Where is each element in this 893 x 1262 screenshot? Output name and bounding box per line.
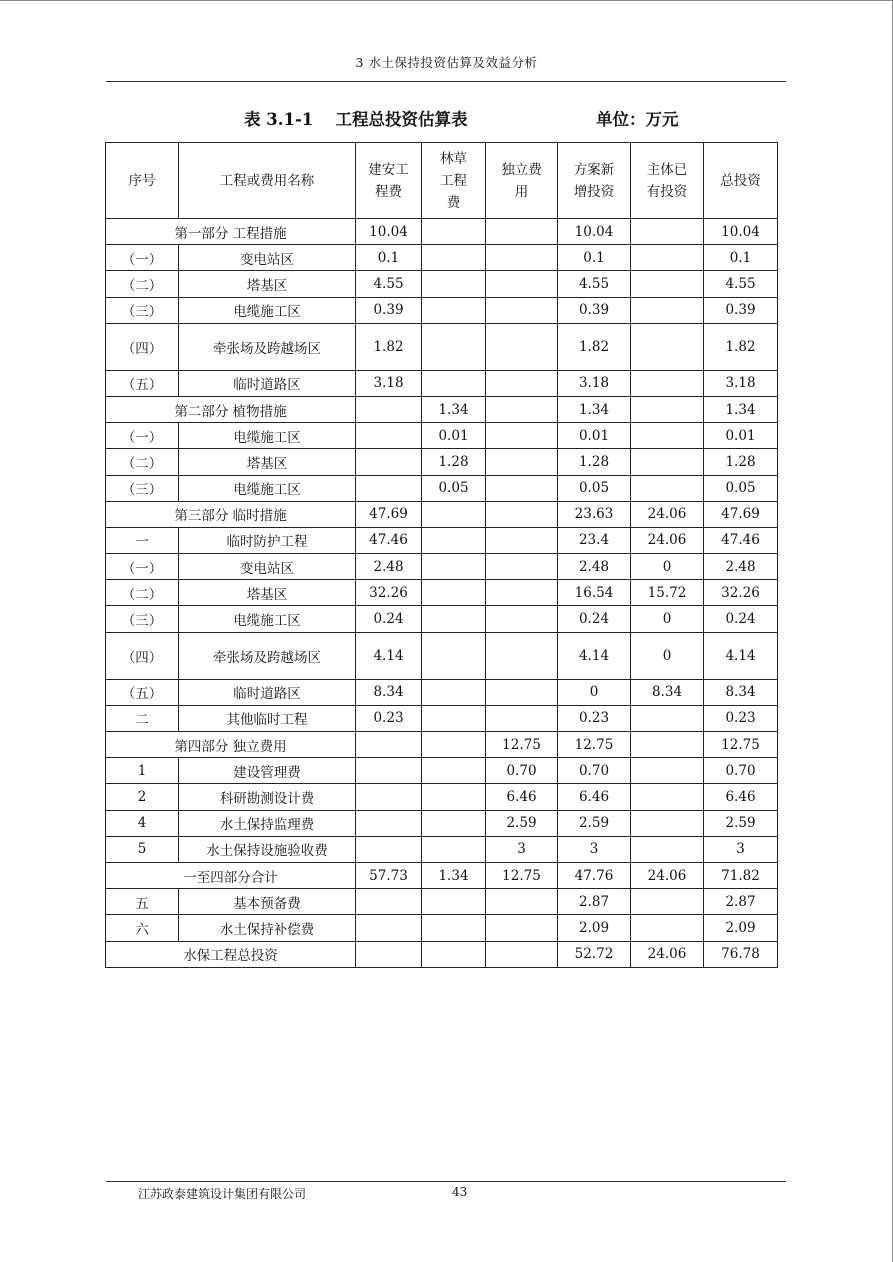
value-cell: 1.82 (356, 323, 422, 370)
table-section-row (106, 732, 778, 758)
item-name: 塔基区 (179, 580, 356, 606)
value-cell (422, 271, 486, 297)
table-row (106, 758, 778, 784)
section-label: 一至四部分合计 (106, 862, 356, 888)
table-row (106, 889, 778, 915)
table-caption: 表 3.1-1 工程总投资估算表 (244, 110, 468, 129)
value-cell: 0.1 (356, 245, 422, 271)
column-header (704, 143, 778, 219)
value-cell (486, 297, 558, 323)
table-section-row (106, 941, 778, 967)
value-cell (422, 679, 486, 705)
header-rule (106, 81, 786, 82)
item-name: 塔基区 (179, 449, 356, 475)
table-header-row (106, 143, 778, 219)
value-cell: 6.46 (558, 784, 631, 810)
value-cell (631, 323, 704, 370)
table-unit: 单位：万元 (596, 110, 679, 129)
value-cell: 4.55 (704, 271, 778, 297)
item-name: 水土保持设施验收费 (179, 836, 356, 862)
value-cell (486, 527, 558, 553)
row-number: （三） (106, 297, 179, 323)
value-cell (422, 758, 486, 784)
value-cell (486, 679, 558, 705)
value-cell (422, 527, 486, 553)
column-header-line: 有投资 (646, 183, 688, 200)
value-cell (422, 941, 486, 967)
table-section-row (106, 219, 778, 245)
row-number: （五） (106, 370, 179, 396)
value-cell: 8.34 (356, 679, 422, 705)
column-header (106, 143, 179, 219)
value-cell: 12.75 (486, 732, 558, 758)
value-cell (422, 219, 486, 245)
value-cell: 12.75 (558, 732, 631, 758)
value-cell (631, 423, 704, 449)
row-number: （三） (106, 475, 179, 501)
value-cell (422, 297, 486, 323)
column-header (422, 143, 486, 219)
value-cell: 2.87 (558, 889, 631, 915)
value-cell (631, 889, 704, 915)
value-cell: 0.23 (356, 705, 422, 731)
value-cell: 1.82 (558, 323, 631, 370)
value-cell (486, 370, 558, 396)
item-name: 水土保持补偿费 (179, 915, 356, 941)
value-cell: 2.59 (558, 810, 631, 836)
item-name: 变电站区 (179, 554, 356, 580)
value-cell: 2.48 (356, 554, 422, 580)
table-row (106, 527, 778, 553)
value-cell (422, 245, 486, 271)
row-number: （一） (106, 245, 179, 271)
table-row (106, 915, 778, 941)
value-cell (486, 915, 558, 941)
value-cell: 10.04 (558, 219, 631, 245)
value-cell (631, 370, 704, 396)
value-cell: 23.4 (558, 527, 631, 553)
column-header (179, 143, 356, 219)
value-cell: 1.28 (704, 449, 778, 475)
table-section-row (106, 501, 778, 527)
value-cell (631, 449, 704, 475)
column-header-line: 建安工 (368, 161, 409, 178)
table-row (106, 271, 778, 297)
item-name: 牵张场及跨越场区 (179, 632, 356, 679)
value-cell (631, 732, 704, 758)
value-cell: 47.76 (558, 862, 631, 888)
value-cell: 0 (631, 554, 704, 580)
value-cell: 76.78 (704, 941, 778, 967)
value-cell: 4.14 (558, 632, 631, 679)
value-cell: 1.34 (422, 396, 486, 422)
value-cell (422, 915, 486, 941)
table-row (106, 836, 778, 862)
value-cell: 32.26 (704, 580, 778, 606)
column-header-line: 方案新 (573, 161, 615, 178)
value-cell: 15.72 (631, 580, 704, 606)
column-header (356, 143, 422, 219)
section-label: 第二部分 植物措施 (106, 396, 356, 422)
table-row (106, 323, 778, 370)
value-cell (356, 836, 422, 862)
value-cell: 2.09 (558, 915, 631, 941)
value-cell: 0.70 (558, 758, 631, 784)
value-cell: 0.24 (356, 606, 422, 632)
value-cell (486, 580, 558, 606)
column-header-line: 工程或费用名称 (219, 172, 315, 189)
value-cell: 24.06 (631, 862, 704, 888)
value-cell: 0 (631, 632, 704, 679)
row-number: （三） (106, 606, 179, 632)
row-number: 4 (106, 810, 179, 836)
value-cell: 16.54 (558, 580, 631, 606)
value-cell (486, 423, 558, 449)
value-cell: 4.14 (356, 632, 422, 679)
value-cell: 1.82 (704, 323, 778, 370)
column-header-line: 用 (514, 183, 529, 200)
value-cell (631, 810, 704, 836)
value-cell: 10.04 (356, 219, 422, 245)
item-name: 其他临时工程 (179, 705, 356, 731)
value-cell: 4.14 (704, 632, 778, 679)
value-cell: 4.55 (558, 271, 631, 297)
value-cell (422, 784, 486, 810)
page-number: 43 (452, 1185, 468, 1199)
table-row (106, 475, 778, 501)
value-cell: 0.01 (422, 423, 486, 449)
value-cell: 2.09 (704, 915, 778, 941)
value-cell: 10.04 (704, 219, 778, 245)
value-cell (486, 245, 558, 271)
value-cell: 0.24 (704, 606, 778, 632)
value-cell: 0.39 (356, 297, 422, 323)
table-row (106, 449, 778, 475)
value-cell: 0.70 (486, 758, 558, 784)
value-cell (486, 396, 558, 422)
value-cell (356, 810, 422, 836)
table-section-row (106, 862, 778, 888)
value-cell (631, 245, 704, 271)
value-cell (631, 705, 704, 731)
row-number: （四） (106, 632, 179, 679)
item-name: 基本预备费 (179, 889, 356, 915)
item-name: 临时道路区 (179, 370, 356, 396)
value-cell: 0.24 (558, 606, 631, 632)
row-number: （二） (106, 449, 179, 475)
column-header-line: 增投资 (573, 183, 615, 200)
value-cell (486, 705, 558, 731)
value-cell (356, 732, 422, 758)
value-cell: 4.55 (356, 271, 422, 297)
value-cell (422, 810, 486, 836)
column-header-line: 费 (446, 194, 461, 211)
value-cell (631, 297, 704, 323)
value-cell: 0 (631, 606, 704, 632)
table-section-row (106, 396, 778, 422)
value-cell: 0.1 (704, 245, 778, 271)
item-name: 电缆施工区 (179, 606, 356, 632)
value-cell (356, 475, 422, 501)
value-cell: 2.48 (704, 554, 778, 580)
value-cell (356, 784, 422, 810)
value-cell (486, 554, 558, 580)
value-cell: 0.1 (558, 245, 631, 271)
value-cell: 52.72 (558, 941, 631, 967)
value-cell: 6.46 (486, 784, 558, 810)
value-cell: 47.69 (356, 501, 422, 527)
item-name: 临时防护工程 (179, 527, 356, 553)
value-cell (422, 836, 486, 862)
value-cell (486, 606, 558, 632)
item-name: 水土保持监理费 (179, 810, 356, 836)
value-cell: 3.18 (356, 370, 422, 396)
section-label: 第三部分 临时措施 (106, 501, 356, 527)
footer-company: 江苏政泰建筑设计集团有限公司 (138, 1187, 307, 1201)
value-cell: 8.34 (704, 679, 778, 705)
value-cell (486, 449, 558, 475)
value-cell: 1.28 (422, 449, 486, 475)
value-cell: 0.39 (558, 297, 631, 323)
value-cell (486, 271, 558, 297)
value-cell: 0.23 (704, 705, 778, 731)
value-cell (631, 758, 704, 784)
table-row (106, 423, 778, 449)
value-cell: 47.46 (704, 527, 778, 553)
value-cell (486, 475, 558, 501)
value-cell (422, 501, 486, 527)
row-number: 六 (106, 915, 179, 941)
column-header (486, 143, 558, 219)
value-cell: 32.26 (356, 580, 422, 606)
row-number: 1 (106, 758, 179, 784)
row-number: 二 (106, 705, 179, 731)
value-cell: 3 (486, 836, 558, 862)
value-cell: 0.05 (704, 475, 778, 501)
value-cell: 0 (558, 679, 631, 705)
value-cell (422, 732, 486, 758)
row-number: （五） (106, 679, 179, 705)
row-number: （四） (106, 323, 179, 370)
value-cell (631, 271, 704, 297)
value-cell (486, 941, 558, 967)
item-name: 建设管理费 (179, 758, 356, 784)
item-name: 牵张场及跨越场区 (179, 323, 356, 370)
column-header-line: 独立费 (501, 161, 542, 178)
value-cell: 0.05 (422, 475, 486, 501)
table-row (106, 632, 778, 679)
value-cell (631, 219, 704, 245)
value-cell: 23.63 (558, 501, 631, 527)
value-cell: 0.01 (704, 423, 778, 449)
table-row (106, 705, 778, 731)
column-header (631, 143, 704, 219)
item-name: 塔基区 (179, 271, 356, 297)
value-cell: 3 (558, 836, 631, 862)
column-header-line: 总投资 (720, 172, 761, 189)
row-number: （二） (106, 580, 179, 606)
value-cell: 0.70 (704, 758, 778, 784)
value-cell (631, 784, 704, 810)
value-cell: 6.46 (704, 784, 778, 810)
value-cell: 47.46 (356, 527, 422, 553)
value-cell: 1.34 (558, 396, 631, 422)
item-name: 科研勘测设计费 (179, 784, 356, 810)
value-cell: 3 (704, 836, 778, 862)
value-cell (631, 915, 704, 941)
value-cell: 24.06 (631, 501, 704, 527)
column-header-line: 主体已 (646, 161, 688, 178)
value-cell: 24.06 (631, 941, 704, 967)
row-number: 一 (106, 527, 179, 553)
value-cell (486, 323, 558, 370)
item-name: 变电站区 (179, 245, 356, 271)
value-cell (422, 580, 486, 606)
row-number: 5 (106, 836, 179, 862)
page-edge-top (0, 0, 893, 1)
item-name: 电缆施工区 (179, 423, 356, 449)
table-row (106, 784, 778, 810)
value-cell: 24.06 (631, 527, 704, 553)
value-cell: 0.23 (558, 705, 631, 731)
value-cell: 12.75 (704, 732, 778, 758)
row-number: 2 (106, 784, 179, 810)
table-row (106, 679, 778, 705)
value-cell: 57.73 (356, 862, 422, 888)
table-row (106, 370, 778, 396)
value-cell (486, 632, 558, 679)
value-cell (422, 889, 486, 915)
column-header-line: 程费 (375, 183, 402, 200)
value-cell: 0.39 (704, 297, 778, 323)
value-cell (422, 606, 486, 632)
value-cell: 0.01 (558, 423, 631, 449)
value-cell (631, 836, 704, 862)
value-cell: 2.59 (486, 810, 558, 836)
value-cell (356, 449, 422, 475)
value-cell: 1.34 (704, 396, 778, 422)
table-row (106, 606, 778, 632)
value-cell (356, 758, 422, 784)
footer-rule (106, 1181, 786, 1182)
value-cell (422, 554, 486, 580)
value-cell: 2.87 (704, 889, 778, 915)
value-cell (422, 370, 486, 396)
value-cell: 71.82 (704, 862, 778, 888)
value-cell (486, 501, 558, 527)
table-body (106, 219, 778, 968)
table-row (106, 580, 778, 606)
value-cell: 2.59 (704, 810, 778, 836)
section-label: 第四部分 独立费用 (106, 732, 356, 758)
column-header-line: 林草 (440, 150, 467, 167)
row-number: 五 (106, 889, 179, 915)
chapter-header: 3 水土保持投资估算及效益分析 (355, 55, 538, 70)
value-cell (356, 941, 422, 967)
section-label: 第一部分 工程措施 (106, 219, 356, 245)
value-cell: 0.05 (558, 475, 631, 501)
value-cell (356, 915, 422, 941)
value-cell: 12.75 (486, 862, 558, 888)
table-row (106, 554, 778, 580)
value-cell (486, 889, 558, 915)
value-cell (631, 396, 704, 422)
value-cell: 8.34 (631, 679, 704, 705)
value-cell (422, 632, 486, 679)
item-name: 电缆施工区 (179, 297, 356, 323)
value-cell (356, 423, 422, 449)
column-header-line: 工程 (440, 172, 467, 189)
table-row (106, 297, 778, 323)
row-number: （一） (106, 554, 179, 580)
value-cell: 3.18 (704, 370, 778, 396)
section-label: 水保工程总投资 (106, 941, 356, 967)
value-cell (631, 475, 704, 501)
table-row (106, 810, 778, 836)
value-cell: 1.28 (558, 449, 631, 475)
row-number: （一） (106, 423, 179, 449)
column-header-line: 序号 (128, 172, 156, 189)
item-name: 电缆施工区 (179, 475, 356, 501)
value-cell: 3.18 (558, 370, 631, 396)
investment-table (105, 142, 778, 968)
value-cell: 2.48 (558, 554, 631, 580)
item-name: 临时道路区 (179, 679, 356, 705)
value-cell: 47.69 (704, 501, 778, 527)
value-cell: 1.34 (422, 862, 486, 888)
value-cell (486, 219, 558, 245)
row-number: （二） (106, 271, 179, 297)
value-cell (356, 889, 422, 915)
value-cell (356, 396, 422, 422)
value-cell (422, 705, 486, 731)
column-header (558, 143, 631, 219)
value-cell (422, 323, 486, 370)
table-row (106, 245, 778, 271)
